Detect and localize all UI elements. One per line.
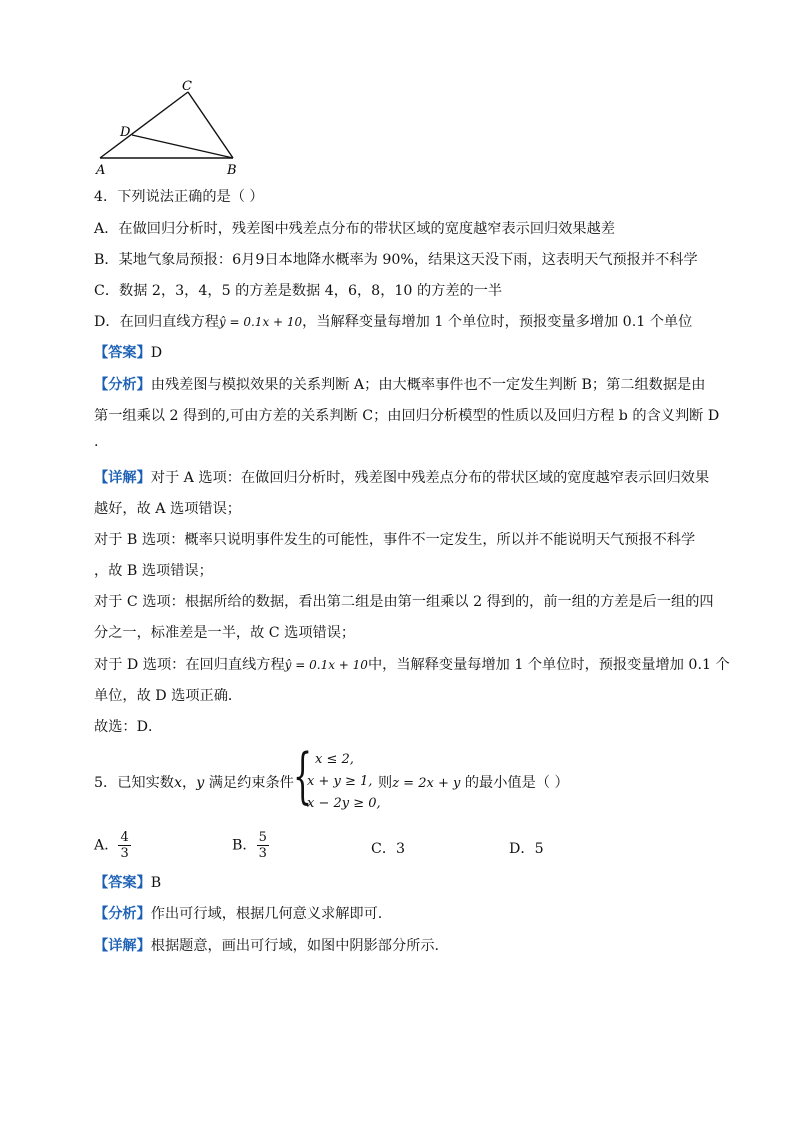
q5-option-b (232, 830, 269, 861)
q5-detail (94, 936, 439, 956)
q5-answer-value: B (150, 875, 162, 891)
q4-choose: 故选：D． (94, 719, 163, 735)
triangle-figure (90, 74, 250, 178)
q4-answer-value: D (150, 345, 163, 361)
q5-option-a-numerator: 4 (120, 830, 129, 845)
q4-answer-tag: 【答案】 (94, 345, 151, 361)
q5-analysis-tag: 【分析】 (94, 906, 151, 922)
q5-detail-text: 根据题意，画出可行域，如图中阴影部分所示. (150, 938, 440, 954)
q5-analysis (94, 904, 382, 924)
q5-brace: { (293, 741, 313, 811)
q4-analysis-line-1 (94, 375, 705, 395)
q4-detail-tag: 【详解】 (94, 470, 151, 486)
q5-option-a-denominator: 3 (120, 846, 129, 861)
edge-AC (100, 92, 188, 158)
q4-detail-7-equation: ŷ = 0.1x + 10 (284, 658, 368, 672)
edge-CB (188, 92, 233, 158)
q5-option-d: D．5 (509, 841, 544, 857)
q5-stem-mid: 满足约束条件 (204, 775, 294, 791)
q4-detail-line-5: 对于 C 选项：根据所给的数据，看出第二组是由第一组乘以 2 得到的，前一组的方差是后一组的四 (94, 594, 714, 610)
q4-detail-line-7 (94, 655, 730, 675)
q4-detail-line-3: 对于 B 选项：概率只说明事件发生的可能性，事件不一定发生，所以并不能说明天气预报不科学 (94, 532, 696, 548)
q5-answer-tag: 【答案】 (94, 875, 151, 891)
q4-detail-line-1 (94, 468, 709, 488)
segment-DB (132, 135, 233, 158)
q5-option-a-label: A． (94, 837, 119, 854)
q4-option-a: A．在做回归分析时，残差图中残差点分布的带状区域的宽度越窄表示回归效果越差 (94, 221, 615, 237)
q5-option-b-numerator: 5 (258, 830, 267, 845)
q4-detail-line-4: ，故 B 选项错误； (94, 563, 213, 579)
q5-stem-post: 的最小值是（ ） (460, 775, 569, 791)
q4-stem: 4．下列说法正确的是（ ） (94, 189, 264, 205)
q5-stem-left (94, 773, 294, 793)
q4-option-c: C．数据 2，3，4，5 的方差是数据 4，6，8，10 的方差的一半 (94, 283, 503, 299)
q5-stem-then: 则 (378, 775, 393, 791)
q5-condition-2: x + y ≥ 1, (307, 774, 373, 789)
q4-detail-line-6: 分之一，标准差是一半，故 C 选项错误； (94, 625, 356, 641)
q5-stem-pre: 5．已知实数 (94, 775, 174, 791)
label-A: A (96, 163, 106, 178)
label-C: C (182, 79, 192, 94)
label-B: B (227, 163, 237, 178)
q5-answer (94, 873, 161, 893)
q5-option-b-fraction (257, 830, 269, 861)
q5-stem-right (378, 773, 569, 794)
q4-detail-text-1: 对于 A 选项：在做回归分析时，残差图中残差点分布的带状区域的宽度越窄表示回归效果 (150, 470, 710, 486)
q4-detail-7-post: 中，当解释变量每增加 1 个单位时，预报变量增加 0.1 个 (367, 657, 730, 673)
q5-stem-sep: ， (181, 775, 197, 791)
q5-analysis-text: 作出可行域，根据几何意义求解即可. (150, 906, 383, 922)
q4-detail-line-2: 越好，故 A 选项错误； (94, 501, 241, 517)
q4-detail-line-8: 单位，故 D 选项正确． (94, 688, 243, 704)
q5-option-c: C．3 (371, 841, 406, 857)
q5-detail-tag: 【详解】 (94, 938, 151, 954)
q4-option-d-post: ，当解释变量每增加 1 个单位时，预报变量多增加 0.1 个单位 (302, 314, 693, 330)
q4-analysis-line-2: 第一组乘以 2 得到的,可由方差的关系判断 C；由回归分析模型的性质以及回归方程 b 的含义判断 D (94, 408, 720, 424)
q4-detail-7-pre: 对于 D 选项：在回归直线方程 (94, 657, 285, 673)
q5-option-a-fraction (118, 830, 130, 861)
q4-option-d-pre: D．在回归直线方程 (94, 314, 219, 330)
q4-option-d (94, 312, 692, 332)
q5-condition-1: x ≤ 2, (315, 752, 354, 767)
q5-condition-3: x − 2y ≥ 0, (307, 796, 381, 811)
q5-objective: z = 2x + y (392, 776, 461, 791)
q4-option-b: B．某地气象局预报：6月9日本地降水概率为 90%，结果这天没下雨，这表明天气预报并不科学 (94, 252, 698, 268)
q5-var-x: x (173, 775, 182, 791)
label-D: D (120, 125, 131, 140)
q5-option-a (94, 830, 131, 861)
q4-analysis-line-3: . (94, 434, 99, 450)
q5-option-b-label: B． (232, 837, 257, 854)
q4-analysis-text-1: 由残差图与模拟效果的关系判断 A；由大概率事件也不一定发生判断 B；第二组数据是由 (150, 377, 706, 393)
q4-option-d-equation: ŷ = 0.1x + 10 (218, 315, 303, 329)
q4-answer (94, 343, 162, 363)
q5-var-y: y (196, 775, 205, 791)
q4-analysis-tag: 【分析】 (94, 377, 151, 393)
q5-option-b-denominator: 3 (258, 846, 267, 861)
